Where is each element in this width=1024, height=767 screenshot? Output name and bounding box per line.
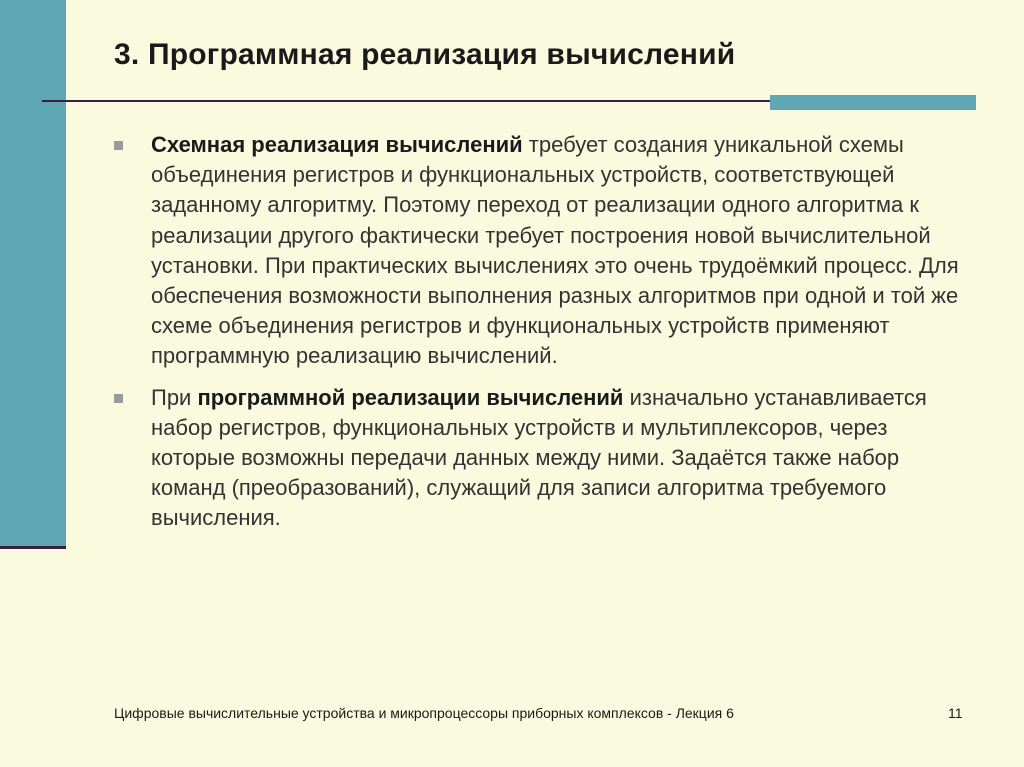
bullet-body-text: изначально устанавливается набор регистров, функциональных устройств и мультиплексоров, через которые возможны передачи данных между ними. Задаётся также набор команд (преобразований), служащий для записи алгоритма требуемого вычисления.	[151, 384, 927, 531]
left-accent-bar-underline	[0, 546, 66, 549]
bullet-item	[114, 130, 964, 372]
left-accent-bar	[0, 0, 66, 546]
bullet-item	[114, 383, 964, 534]
bullet-body-text: требует создания уникальной схемы объединения регистров и функциональных устройств, соответствующей заданному алгоритму. Поэтому переход от реализации одного алгоритма к реализации другого фактически требует построения новой вычислительной установки. При практических вычислениях это очень трудоёмкий процесс. Для обеспечения возможности выполнения разных алгоритмов при одной и той же схеме объединения регистров и функциональных устройств применяют программную реализацию вычислений.	[151, 132, 959, 369]
square-bullet-icon	[114, 394, 123, 403]
slide-title: 3. Программная реализация вычислений	[114, 38, 736, 71]
square-bullet-icon	[114, 141, 123, 150]
bullet-bold-text: программной реализации вычислений	[197, 384, 624, 410]
title-accent-block	[770, 95, 976, 110]
bullet-list	[114, 130, 964, 545]
footer-text: Цифровые вычислительные устройства и микропроцессоры приборных комплексов - Лекция 6	[114, 705, 734, 721]
bullet-lead-text: При	[151, 384, 198, 410]
page-number: 11	[948, 705, 963, 721]
bullet-bold-text: Схемная реализация вычислений	[151, 132, 523, 157]
